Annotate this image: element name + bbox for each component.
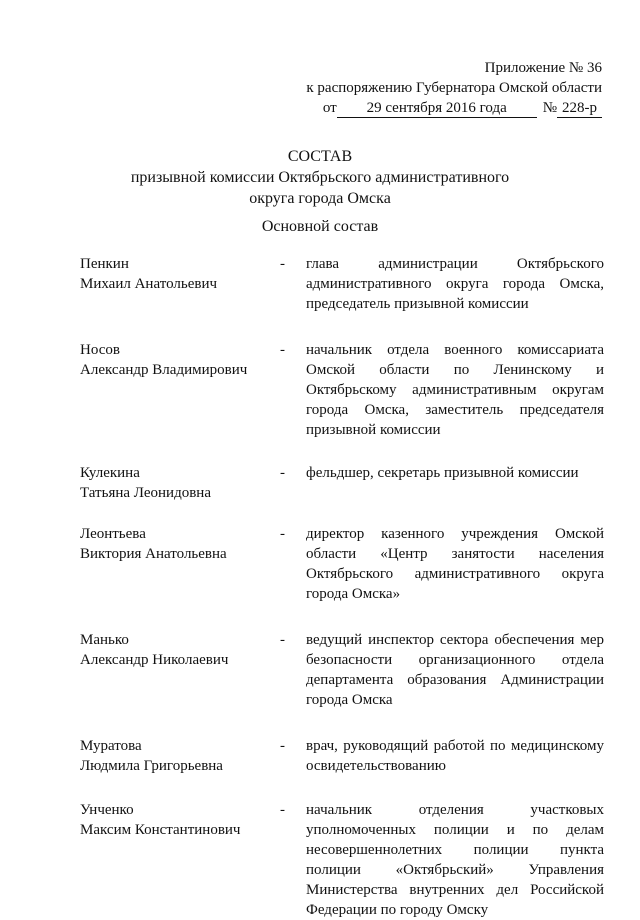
member-given-name: Александр Владимирович <box>80 362 248 378</box>
member-surname: Носов <box>80 342 120 358</box>
member-surname: Унченко <box>80 802 134 818</box>
date-prefix: от <box>322 100 337 116</box>
member-name <box>80 630 280 710</box>
member-row <box>80 736 604 776</box>
member-row <box>80 524 604 604</box>
member-given-name: Татьяна Леонидовна <box>80 485 211 501</box>
order-number: 228-р <box>557 100 602 118</box>
appendix-number: Приложение № 36 <box>484 60 602 76</box>
member-given-name: Людмила Григорьевна <box>80 758 223 774</box>
document-subtitle-line1: призывной комиссии Октябрьского административного <box>130 169 510 186</box>
member-surname: Муратова <box>80 738 142 754</box>
member-given-name: Максим Константинович <box>80 822 241 838</box>
appendix-header <box>272 58 602 118</box>
member-dash: - <box>280 465 285 481</box>
member-role: начальник отделения участковых уполномоченных полиции и по делам несовершеннолетних полиции пункта полиции «Октябрьский» Управления Министерства внутренних дел Российской Федерации по городу Омску <box>306 802 604 918</box>
member-row <box>80 463 604 503</box>
number-prefix: № <box>542 100 557 116</box>
appendix-reference: к распоряжению Губернатора Омской области <box>306 80 602 96</box>
document-title: СОСТАВ <box>287 148 353 165</box>
member-role: глава администрации Октябрьского административного округа города Омска, председатель призывной комиссии <box>306 256 604 312</box>
document-title-block <box>0 146 640 209</box>
member-name <box>80 736 280 776</box>
member-name <box>80 463 280 503</box>
member-given-name: Александр Николаевич <box>80 652 229 668</box>
members-list <box>80 254 604 920</box>
member-given-name: Виктория Анатольевна <box>80 546 227 562</box>
member-name <box>80 800 280 920</box>
member-dash: - <box>280 738 285 754</box>
member-name <box>80 254 280 314</box>
member-dash: - <box>280 802 285 818</box>
document-subtitle-line2: округа города Омска <box>249 190 391 207</box>
member-row <box>80 340 604 440</box>
member-role: фельдшер, секретарь призывной комиссии <box>306 465 579 481</box>
member-surname: Манько <box>80 632 129 648</box>
member-row <box>80 800 604 920</box>
member-dash: - <box>280 256 285 272</box>
member-role: ведущий инспектор сектора обеспечения мер безопасности организационного отдела департамента образования Администрации города Омска <box>306 632 604 708</box>
member-given-name: Михаил Анатольевич <box>80 276 218 292</box>
member-dash: - <box>280 632 285 648</box>
member-dash: - <box>280 526 285 542</box>
member-dash: - <box>280 342 285 358</box>
order-date-line <box>272 98 602 118</box>
member-surname: Кулекина <box>80 465 140 481</box>
member-row <box>80 630 604 710</box>
order-date: 29 сентября 2016 года <box>337 100 537 118</box>
section-heading: Основной состав <box>261 218 379 235</box>
member-role: директор казенного учреждения Омской области «Центр занятости населения Октябрьского административного округа города Омска» <box>306 526 604 602</box>
member-role: начальник отдела военного комиссариата Омской области по Ленинскому и Октябрьскому административным округам города Омска, заместитель председателя призывной комиссии <box>306 342 604 438</box>
member-name <box>80 524 280 604</box>
member-row <box>80 254 604 314</box>
member-surname: Пенкин <box>80 256 129 272</box>
member-role: врач, руководящий работой по медицинскому освидетельствованию <box>306 738 604 774</box>
member-name <box>80 340 280 440</box>
member-surname: Леонтьева <box>80 526 146 542</box>
